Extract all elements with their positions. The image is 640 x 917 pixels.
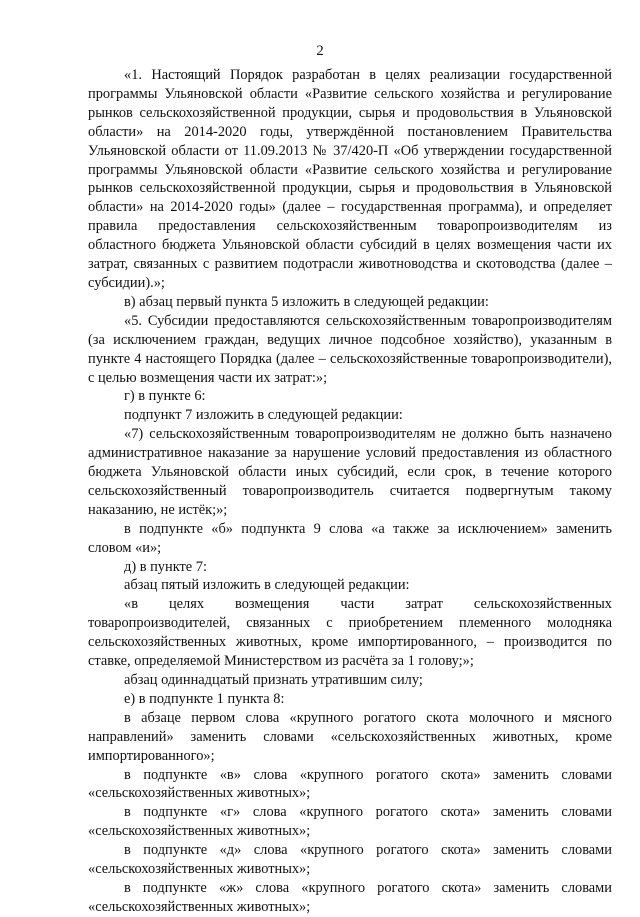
paragraph: е) в подпункте 1 пункта 8: xyxy=(124,690,285,707)
paragraph: абзац пятый изложить в следующей редакции: xyxy=(124,577,410,594)
paragraph: д) в пункте 7: xyxy=(124,558,207,575)
paragraph: в подпункте «ж» слова «крупного рогатого скота» заменить словами «сельскохозяйственных животных»; xyxy=(88,879,612,915)
paragraph: подпункт 7 изложить в следующей редакции: xyxy=(124,407,403,424)
paragraph: в абзаце первом слова «крупного рогатого скота молочного и мясного направлений» заменить словами «сельскохозяйственных животных, кроме импортированного»; xyxy=(88,709,612,764)
paragraph: «1. Настоящий Порядок разработан в целях реализации государственной программы Ульяновской области «Развитие сельского хозяйства и регулирование рынков сельскохозяйственной продукции, сырья и продовольствия в Ульяновской области» на 2014-2020 годы, утверждённой постановлением Правительства Ульяновской области от 11.09.2013 № 37/420-П «Об утверждении государственной программы Ульяновской области «Развитие сельского хозяйства и регулирование рынков сельскохозяйственной продукции, сырья и продовольствия в Ульяновской области» на 2014-2020 годы» (далее – государственная программа), и определяет правила предоставления сельскохозяйственным товаропроизводителям из областного бюджета Ульяновской области субсидий в целях возмещения части их затрат, связанных с развитием подотрасли животноводства и скотоводства (далее – субсидии).»; xyxy=(88,67,612,291)
page-number: 2 xyxy=(316,43,324,59)
paragraph: «5. Субсидии предоставляются сельскохозяйственным товаропроизводителям (за исключением граждан, ведущих личное подсобное хозяйство), указанным в пункте 4 настоящего Порядка (далее – сельскохозяйственные товаропроизводители), с целью возмещения части их затрат:»; xyxy=(88,312,612,386)
paragraph: в подпункте «в» слова «крупного рогатого скота» заменить словами «сельскохозяйственных животных»; xyxy=(88,766,612,802)
document-body xyxy=(88,66,612,917)
paragraph: в подпункте «д» слова «крупного рогатого скота» заменить словами «сельскохозяйственных животных»; xyxy=(88,842,612,878)
paragraph: «в целях возмещения части затрат сельскохозяйственных товаропроизводителей, связанных с приобретением племенного молодняка сельскохозяйственных животных, кроме импортированного, – производится по ставке, определяемой Министерством из расчёта за 1 голову;»; xyxy=(88,596,612,670)
paragraph: г) в пункте 6: xyxy=(124,388,206,405)
paragraph: «7) сельскохозяйственным товаропроизводителям не должно быть назначено административное наказание за нарушение условий предоставления из областного бюджета Ульяновской области иных субсидий, если срок, в течение которого сельскохозяйственный товаропроизводитель считается подвергнутым такому наказанию, не истёк;»; xyxy=(88,426,612,518)
paragraph: в) абзац первый пункта 5 изложить в следующей редакции: xyxy=(124,293,489,310)
paragraph: в подпункте «г» слова «крупного рогатого скота» заменить словами «сельскохозяйственных животных»; xyxy=(88,804,612,840)
paragraph: в подпункте «б» подпункта 9 слова «а также за исключением» заменить словом «и»; xyxy=(88,520,612,556)
paragraph: абзац одиннадцатый признать утратившим силу; xyxy=(124,672,423,688)
